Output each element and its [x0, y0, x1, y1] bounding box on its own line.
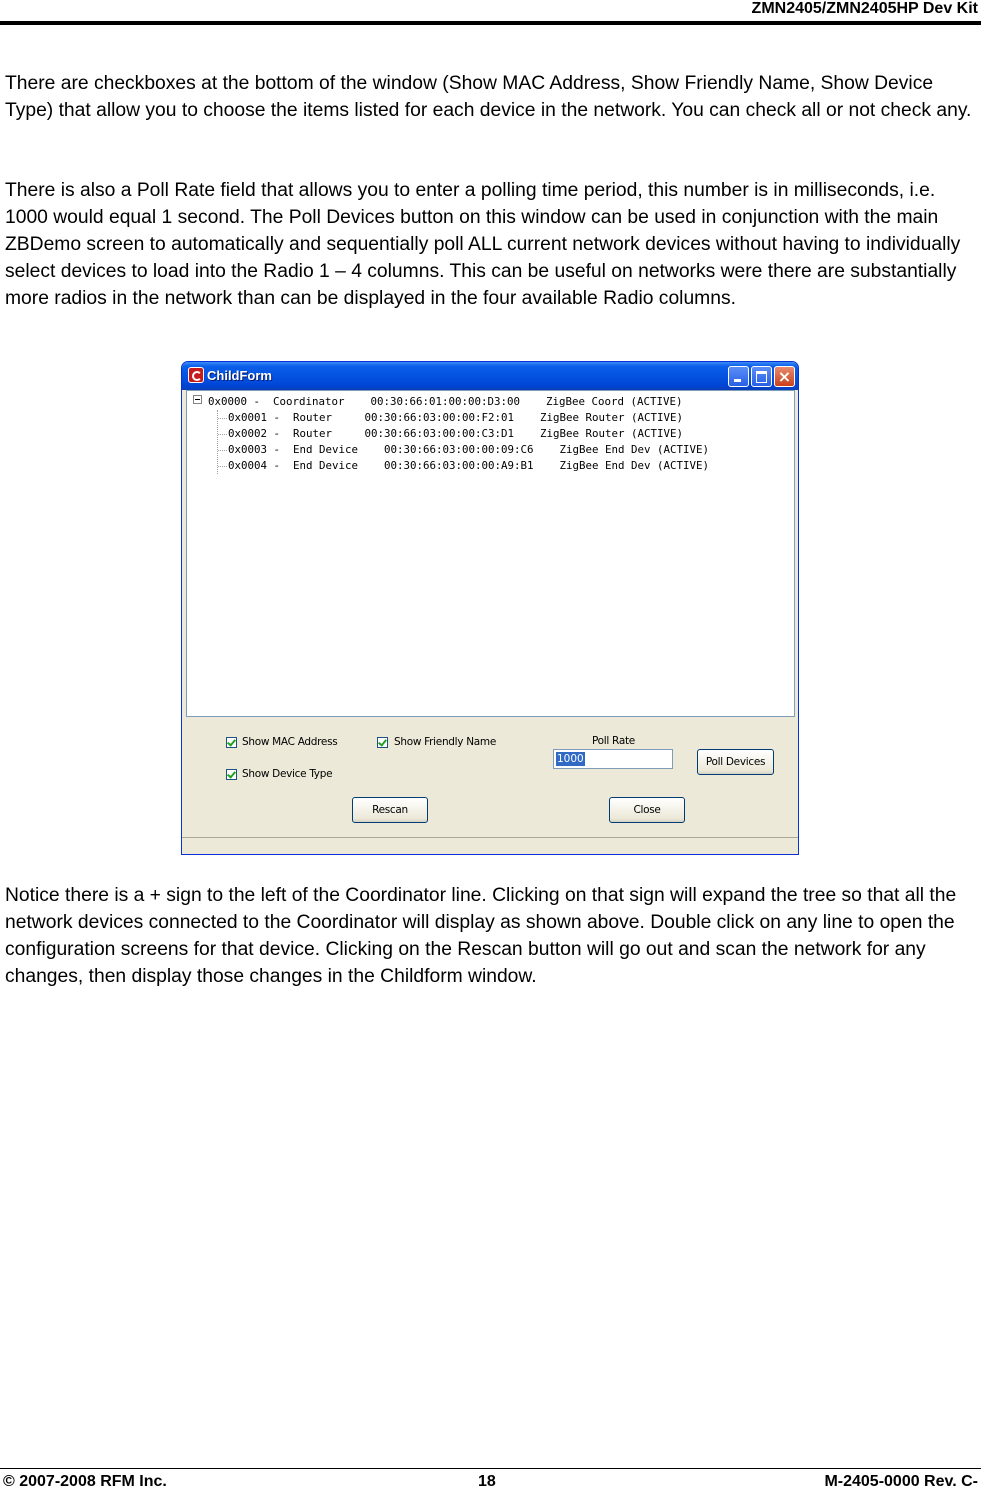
- tree-node-end-device-2[interactable]: 0x0004 - End Device 00:30:66:03:00:00:A9:B1 ZigBee End Dev (ACTIVE): [228, 459, 710, 472]
- poll-devices-button[interactable]: Poll Devices: [697, 749, 774, 775]
- tree-connector: [218, 434, 227, 435]
- paragraph-poll-rate: There is also a Poll Rate field that allows you to enter a polling time period, this number is in milliseconds, i.e. 1000 would equal 1 second. The Poll Devices button on this window can be used in conjunction with the main ZBDemo screen to automatically and sequentially poll ALL current network devices without having to individually select devices to load into the Radio 1 – 4 columns. This can be useful on networks were there are substantially more radios in the network than can be displayed in the four available Radio columns.: [5, 180, 961, 309]
- poll-rate-input[interactable]: [553, 749, 673, 769]
- tree-connector: [218, 450, 227, 451]
- show-friendly-label: Show Friendly Name: [394, 736, 497, 748]
- tree-node-coordinator[interactable]: 0x0000 - Coordinator 00:30:66:01:00:00:D3:00 ZigBee Coord (ACTIVE): [208, 395, 683, 408]
- show-friendly-checkbox[interactable]: [377, 737, 388, 748]
- show-type-label: Show Device Type: [242, 768, 333, 780]
- header-rule: [0, 21, 981, 25]
- tree-node-router-1[interactable]: 0x0001 - Router 00:30:66:03:00:00:F2:01 ZigBee Router (ACTIVE): [228, 411, 684, 424]
- rescan-button[interactable]: Rescan: [352, 797, 428, 823]
- childform-window: [181, 361, 799, 855]
- footer-rule: [0, 1468, 981, 1469]
- show-mac-label: Show MAC Address: [242, 736, 338, 748]
- title-bar[interactable]: [182, 362, 798, 390]
- device-tree[interactable]: [186, 390, 795, 717]
- status-bar-divider: [182, 837, 798, 838]
- minimize-button[interactable]: [728, 366, 749, 387]
- footer-page-number: 18: [478, 1473, 496, 1490]
- app-icon: [188, 367, 204, 383]
- tree-node-end-device-1[interactable]: 0x0003 - End Device 00:30:66:03:00:00:09:C6 ZigBee End Dev (ACTIVE): [228, 443, 710, 456]
- show-type-checkbox[interactable]: [226, 769, 237, 780]
- poll-rate-value: 1000: [557, 753, 584, 765]
- poll-rate-label: Poll Rate: [592, 735, 635, 747]
- tree-connector: [218, 466, 227, 467]
- close-window-button[interactable]: [774, 366, 795, 387]
- show-mac-checkbox[interactable]: [226, 737, 237, 748]
- tree-connector: [217, 410, 218, 474]
- collapse-toggle-icon[interactable]: [193, 395, 202, 404]
- footer-doc-id: M-2405-0000 Rev. C-: [824, 1473, 978, 1490]
- close-button[interactable]: Close: [609, 797, 685, 823]
- maximize-button[interactable]: [751, 366, 772, 387]
- close-icon: ×: [777, 367, 792, 386]
- paragraph-checkboxes: There are checkboxes at the bottom of the window (Show MAC Address, Show Friendly Name, Show Device Type) that allow you to choose the items listed for each device in the network. You can check all or not check any.: [5, 73, 972, 121]
- window-title: ChildForm: [207, 368, 272, 383]
- tree-connector: [218, 418, 227, 419]
- paragraph-tree-notes: Notice there is a + sign to the left of the Coordinator line. Clicking on that sign will expand the tree so that all the network devices connected to the Coordinator will display as shown above. Double click on any line to open the configuration screens for that device. Clicking on the Rescan button will go out and scan the network for any changes, then display those changes in the Childform window.: [5, 885, 957, 987]
- page-header: ZMN2405/ZMN2405HP Dev Kit: [751, 0, 978, 17]
- footer-copyright: © 2007-2008 RFM Inc.: [3, 1473, 167, 1490]
- tree-node-router-2[interactable]: 0x0002 - Router 00:30:66:03:00:00:C3:D1 ZigBee Router (ACTIVE): [228, 427, 684, 440]
